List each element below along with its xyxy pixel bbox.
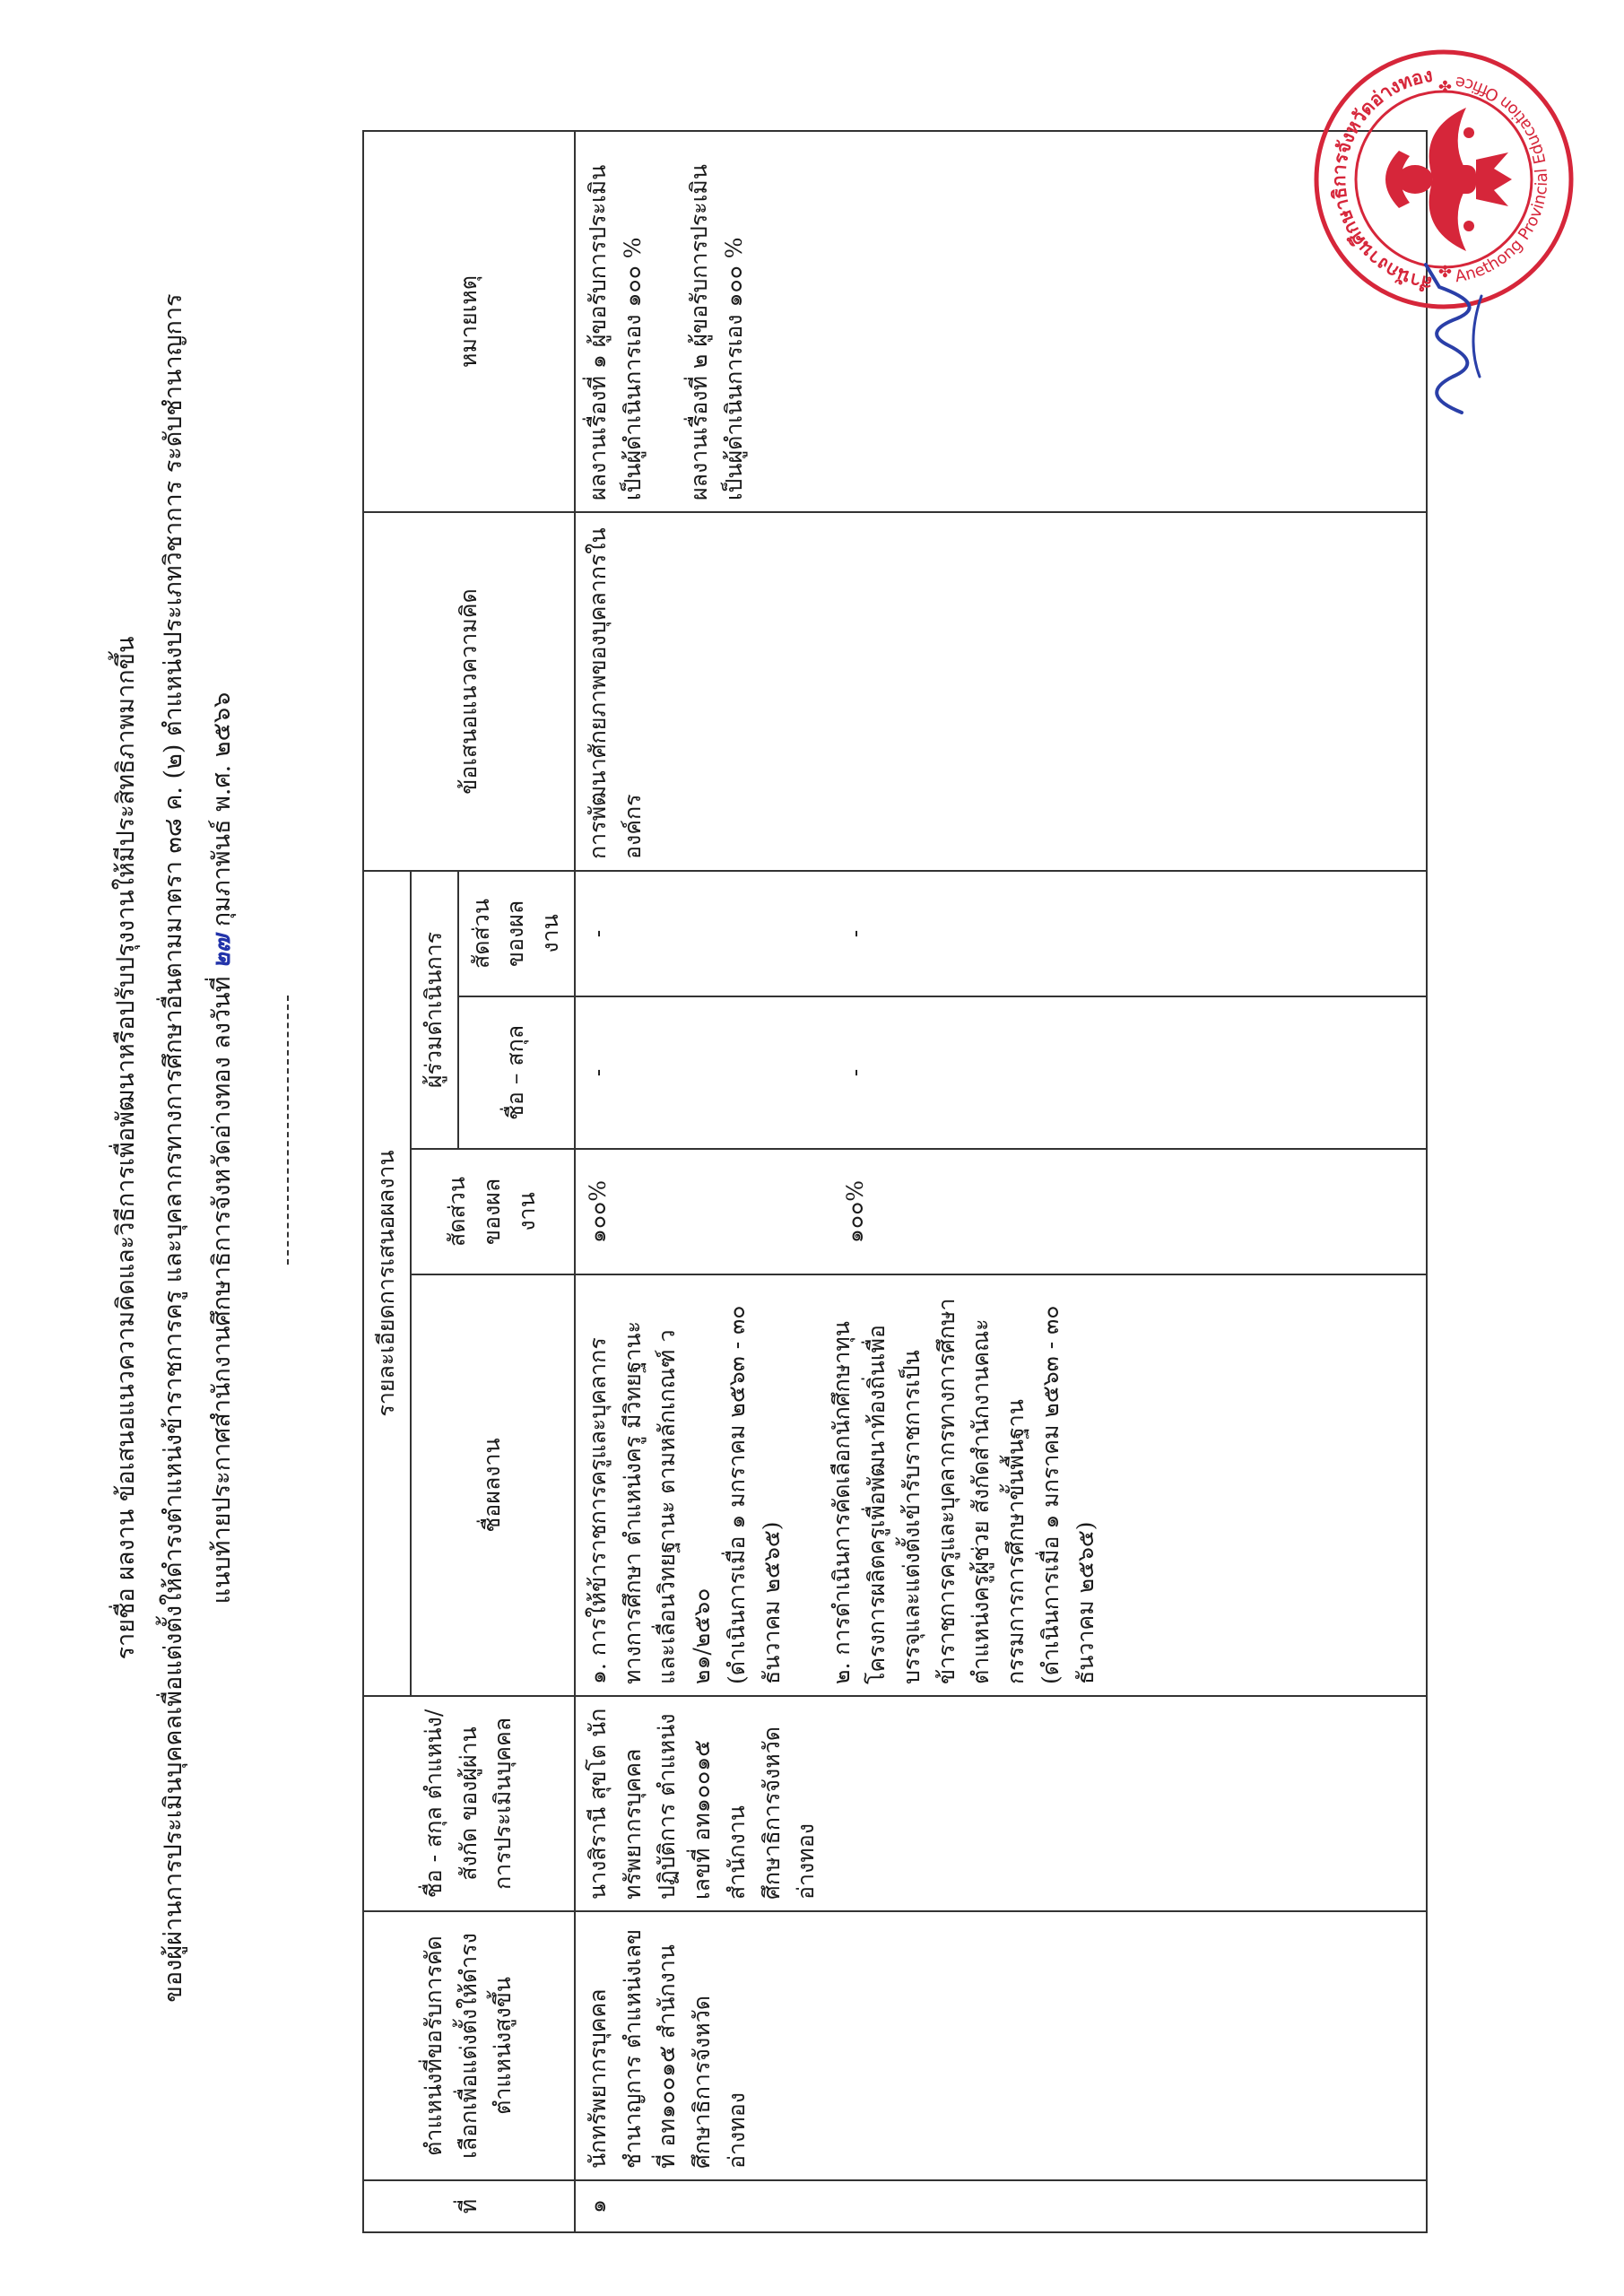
seal-text-top: สำนักงานศึกษาธิการจังหวัดอ่างทอง [1327,64,1435,295]
heading-date: กุมภาพันธ์ พ.ศ. ๒๕๖๖ [208,691,236,927]
header-position: ตำแหน่งที่ขอรับการคัดเลือกเพื่อแต่งตั้งให้ดำรงตำแหน่งสูงขึ้น [363,1911,575,2180]
signature-icon [1399,251,1507,430]
heading-day-handwritten: ๒๗ [208,934,236,969]
header-row-1 [363,131,411,2232]
evaluation-table [362,130,1428,2233]
seal-text-bottom: Anethong Provincial Education Office [1454,72,1552,287]
header-details-group: รายละเอียดการเสนอผลงาน [363,871,411,1696]
svg-text:✤: ✤ [1437,264,1455,278]
work-item [825,1286,1103,1684]
cell-remark [575,131,1427,512]
header-work-share: สัดส่วนของผลงาน [411,1149,575,1274]
header-co-workers: ผู้ร่วมดำเนินการ [411,871,458,1149]
work-item [581,1286,790,1684]
work-share-1: ๑๐๐% [584,1179,611,1244]
co-name-2: - [841,1068,868,1077]
cell-work-share [575,1149,1427,1274]
cell-co-name [575,996,1427,1149]
header-work-name: ชื่อผลงาน [411,1274,575,1696]
heading-line-2: ของผู้ผ่านการประเมินบุคคลเพื่อแต่งตั้งให้ดำรงตำแหน่งข้าราชการครู และบุคลากรทางการศึกษาอื่นตามมาตรา ๓๘ ค. (๒) ตำแหน่งประเภทวิชาการ ระดับชำนาญการ [160,293,187,2003]
work-title: ๑. การให้ข้าราชการครูและบุคลากรทางการศึกษา ตำแหน่งครู มีวิทยฐานะและเลื่อนวิทยฐานะ ตามหลักเกณฑ์ ว ๒๑/๒๕๖๐ [584,1320,715,1684]
co-name-1: - [584,1068,611,1077]
heading-announcement: แนบท้ายประกาศสำนักงานศึกษาธิการจังหวัดอ่างทอง ลงวันที่ [208,976,236,1605]
header-name: ชื่อ - สกุล ตำแหน่ง/สังกัด ของผู้ผ่านการประเมินบุคคล [363,1696,575,1911]
work-share-2: ๑๐๐% [841,1179,868,1244]
svg-text:✤: ✤ [1437,79,1455,93]
divider-dashed [287,996,289,1265]
cell-name: นางสิรานี สุขโต นักทรัพยากรบุคคลปฏิบัติการ ตำแหน่งเลขที่ อท๑๐๐๑๕ สำนักงานศึกษาธิการจังหวัดอ่างทอง [575,1696,1427,1911]
co-share-2: - [841,929,868,938]
heading-line-3 [208,0,237,2296]
cell-co-share [575,871,1427,996]
remark-1: ผลงานเรื่องที่ ๑ ผู้ขอรับการประเมินเป็นผู้ดำเนินการเอง ๑๐๐ % [584,164,646,500]
header-co-name: ชื่อ – สกุล [458,996,575,1149]
cell-works [575,1274,1427,1696]
table-row [575,131,1427,2232]
header-proposal: ข้อเสนอแนวความคิด [363,512,575,871]
work-title: ๒. การดำเนินการคัดเลือกนักศึกษาทุนโครงการผลิตครูเพื่อพัฒนาท้องถิ่นเพื่อบรรจุและแต่งตั้งเข้ารับราชการเป็นข้าราชการครูและบุคลากรทางการศึกษา ตำแหน่งครูผู้ช่วย สังกัดสำนักงานคณะกรรมการการศึกษาขั้นพื้นฐาน [829,1298,1029,1684]
cell-position: นักทรัพยากรบุคคลชำนาญการ ตำแหน่งเลขที่ อท๑๐๐๑๕ สำนักงานศึกษาธิการจังหวัดอ่างทอง [575,1911,1427,2180]
remark-2: ผลงานเรื่องที่ ๒ ผู้ขอรับการประเมินเป็นผู้ดำเนินการเอง ๑๐๐ % [686,164,747,500]
work-period: (ดำเนินการเมื่อ ๑ มกราคม ๒๕๖๓ - ๓๐ ธันวาคม ๒๕๖๕) [723,1305,785,1684]
cell-no: ๑ [575,2180,1427,2232]
co-share-1: - [584,929,611,938]
work-period: (ดำเนินการเมื่อ ๑ มกราคม ๒๕๖๓ - ๓๐ ธันวาคม ๒๕๖๕) [1037,1305,1099,1684]
heading-line-1: รายชื่อ ผลงาน ข้อเสนอแนวความคิดและวิธีการเพื่อพัฒนาหรือปรับปรุงงานให้มีประสิทธิภาพมากขึ้น [112,636,140,1660]
header-no: ที่ [363,2180,575,2232]
header-co-share: สัดส่วนของผลงาน [458,871,575,996]
header-remark: หมายเหตุ [363,131,575,512]
cell-proposal: การพัฒนาศักยภาพของบุคลากรในองค์กร [575,512,1427,871]
